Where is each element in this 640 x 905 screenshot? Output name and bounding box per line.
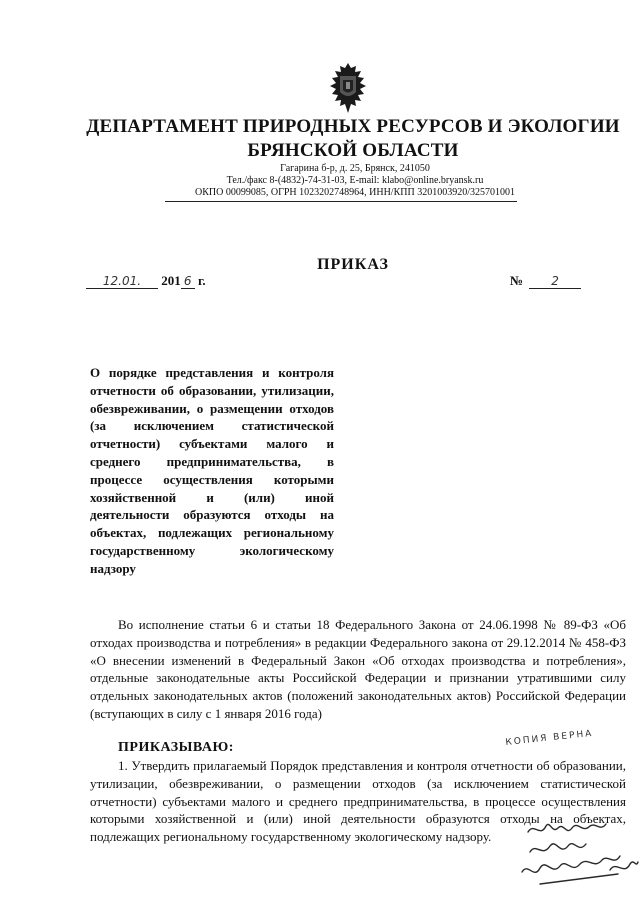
number-label: №	[510, 273, 524, 288]
handwritten-date: 12.01.	[86, 274, 158, 289]
handwritten-year-digit: 6	[181, 274, 195, 289]
year-prefix: 201	[161, 273, 181, 288]
order-number	[510, 273, 581, 289]
coat-of-arms-icon	[328, 62, 368, 114]
organization-registry-codes: ОКПО 00099085, ОГРН 1023202748964, ИНН/КПП 3201003920/325701001	[195, 187, 515, 198]
handwritten-number: 2	[529, 274, 581, 289]
organization-address: Гагарина б-р, д. 25, Брянск, 241050	[280, 163, 430, 174]
organization-name-line-1: ДЕПАРТАМЕНТ ПРИРОДНЫХ РЕСУРСОВ И ЭКОЛОГИИ	[86, 116, 620, 137]
document-title: ПРИКАЗ	[317, 256, 389, 273]
certified-copy-stamp: КОПИЯ ВЕРНА	[505, 728, 594, 748]
preamble-paragraph: Во исполнение статьи 6 и статьи 18 Федерального Закона от 24.06.1998 № 89-ФЗ «Об отходах производства и потребления» в редакции Федерального закона от 29.12.2014 № 458-ФЗ «О внесении изменений в Федеральный Закон «Об отходах производства и потребления», отдельные законодательные акты Российской Федерации и признании утратившими силу отдельных законодательных актов (положений законодательных актов) Российской Федерации (вступающих в силу с 1 января 2016 года)	[90, 617, 626, 721]
handwritten-signature-icon	[500, 810, 640, 905]
organization-name-line-2: БРЯНСКОЙ ОБЛАСТИ	[247, 140, 459, 161]
header-divider	[165, 201, 517, 202]
order-item-1: 1. Утвердить прилагаемый Порядок представления и контроля отчетности об образовании, утилизации, обезвреживании, о размещении отходов (за исключением статистической отчетности) субъектами малого и среднего предпринимательства, в процессе осуществления которыми хозяйственной и (или) иной деятельности образуются отходы на объектах, подлежащих региональному государственному экологическому надзору.	[90, 758, 626, 845]
order-subject: О порядке представления и контроля отчетности об образовании, утилизации, обезвреживании, о размещении отходов (за исключением статистической отчетности) субъектами малого и среднего предпринимательства, в процессе осуществления которыми хозяйственной и (или) иной деятельности образуются отходы на объектах, подлежащих региональному государственному экологическому надзору	[90, 365, 334, 576]
decree-heading: ПРИКАЗЫВАЮ:	[118, 740, 234, 755]
organization-phone-email: Тел./факс 8-(4832)-74-31-03, E-mail: klabo@online.bryansk.ru	[226, 175, 484, 186]
order-date	[86, 273, 206, 289]
year-suffix: г.	[198, 273, 206, 288]
